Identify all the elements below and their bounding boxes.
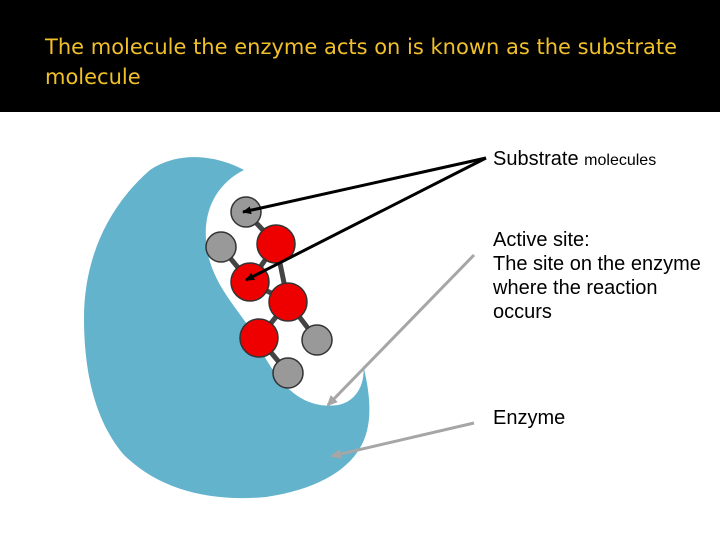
active-site-heading: Active site: xyxy=(493,229,590,251)
substrate-atom-red xyxy=(269,283,307,321)
substrate-atom-gray xyxy=(206,232,236,262)
substrate-label-main: Substrate xyxy=(493,148,579,170)
active-site-label xyxy=(493,228,713,324)
slide-title: The molecule the enzyme acts on is known as the substrate molecule xyxy=(45,35,678,89)
substrate-atom-gray xyxy=(273,358,303,388)
enzyme-label: Enzyme xyxy=(493,407,566,429)
substrate-pointer-arrow xyxy=(246,158,486,280)
active-site-description: The site on the enzyme where the reaction occurs xyxy=(493,253,701,323)
title-bar xyxy=(0,0,720,112)
substrate-pointer-arrow xyxy=(243,158,486,212)
substrate-label xyxy=(493,147,656,173)
enzyme-diagram xyxy=(0,112,720,540)
substrate-label-small: molecules xyxy=(584,152,657,169)
substrate-atom-red xyxy=(231,263,269,301)
active-site-pointer-arrow xyxy=(328,255,474,405)
substrate-atom-gray xyxy=(302,325,332,355)
substrate-atom-red xyxy=(240,319,278,357)
